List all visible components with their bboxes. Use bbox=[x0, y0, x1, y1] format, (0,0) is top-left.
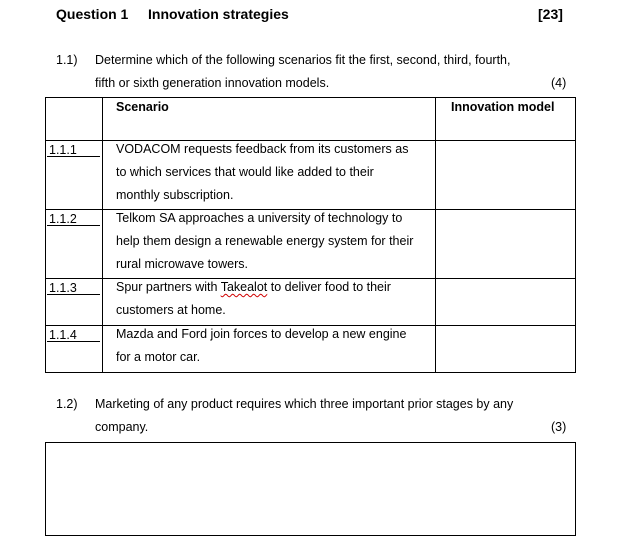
answer-cell[interactable] bbox=[437, 327, 574, 371]
table-col-divider-1 bbox=[102, 97, 103, 373]
table-bottom-border bbox=[45, 372, 576, 373]
q1-2-answer-box[interactable] bbox=[45, 442, 576, 536]
answer-cell[interactable] bbox=[437, 280, 574, 324]
question-title: Innovation strategies bbox=[148, 6, 289, 22]
header-scenario: Scenario bbox=[116, 100, 169, 114]
scenario-line: Mazda and Ford join forces to develop a new engine bbox=[116, 327, 407, 341]
scenario-line: help them design a renewable energy system for their bbox=[116, 234, 414, 248]
q1-1-text-line2: fifth or sixth generation innovation models. bbox=[95, 76, 330, 90]
scenario-line bbox=[116, 276, 429, 299]
scenario-text bbox=[116, 207, 429, 276]
q1-1-number: 1.1) bbox=[56, 53, 78, 67]
table-top-border bbox=[45, 97, 576, 98]
scenario-text bbox=[116, 323, 429, 369]
scenario-line: monthly subscription. bbox=[116, 188, 234, 202]
row-number: 1.1.4 bbox=[49, 328, 77, 342]
scenario-fragment: Spur partners with bbox=[116, 280, 221, 294]
scenario-line: rural microwave towers. bbox=[116, 257, 248, 271]
row-number: 1.1.1 bbox=[49, 143, 77, 157]
scenario-line: Telkom SA approaches a university of technology to bbox=[116, 211, 403, 225]
answer-cell[interactable] bbox=[437, 211, 574, 277]
q1-2-text-line2: company. bbox=[95, 420, 149, 434]
q1-2-marks: (3) bbox=[551, 420, 567, 434]
table-right-border bbox=[575, 97, 576, 373]
question-label: Question 1 bbox=[56, 6, 129, 22]
table-col-divider-2 bbox=[435, 97, 436, 373]
header-innovation-model: Innovation model bbox=[451, 100, 555, 114]
scenario-line: to which services that would like added to their bbox=[116, 165, 374, 179]
q1-1-text-line1: Determine which of the following scenarios fit the first, second, third, fourth, bbox=[95, 53, 511, 67]
scenario-line: VODACOM requests feedback from its customers as bbox=[116, 142, 409, 156]
misspelled-word: Takealot bbox=[220, 280, 268, 294]
scenario-line: customers at home. bbox=[116, 303, 226, 317]
row-number: 1.1.3 bbox=[49, 281, 77, 295]
scenario-fragment: to deliver food to their bbox=[267, 280, 391, 294]
question-marks: [23] bbox=[538, 6, 563, 22]
q1-2-number: 1.2) bbox=[56, 397, 78, 411]
scenario-text bbox=[116, 138, 429, 207]
scenario-text bbox=[116, 276, 429, 322]
row-number: 1.1.2 bbox=[49, 212, 77, 226]
q1-2-text-line1: Marketing of any product requires which three important prior stages by any bbox=[95, 397, 514, 411]
q1-1-marks: (4) bbox=[551, 76, 567, 90]
answer-cell[interactable] bbox=[437, 142, 574, 208]
scenario-line: for a motor car. bbox=[116, 350, 201, 364]
table-left-border bbox=[45, 97, 46, 373]
